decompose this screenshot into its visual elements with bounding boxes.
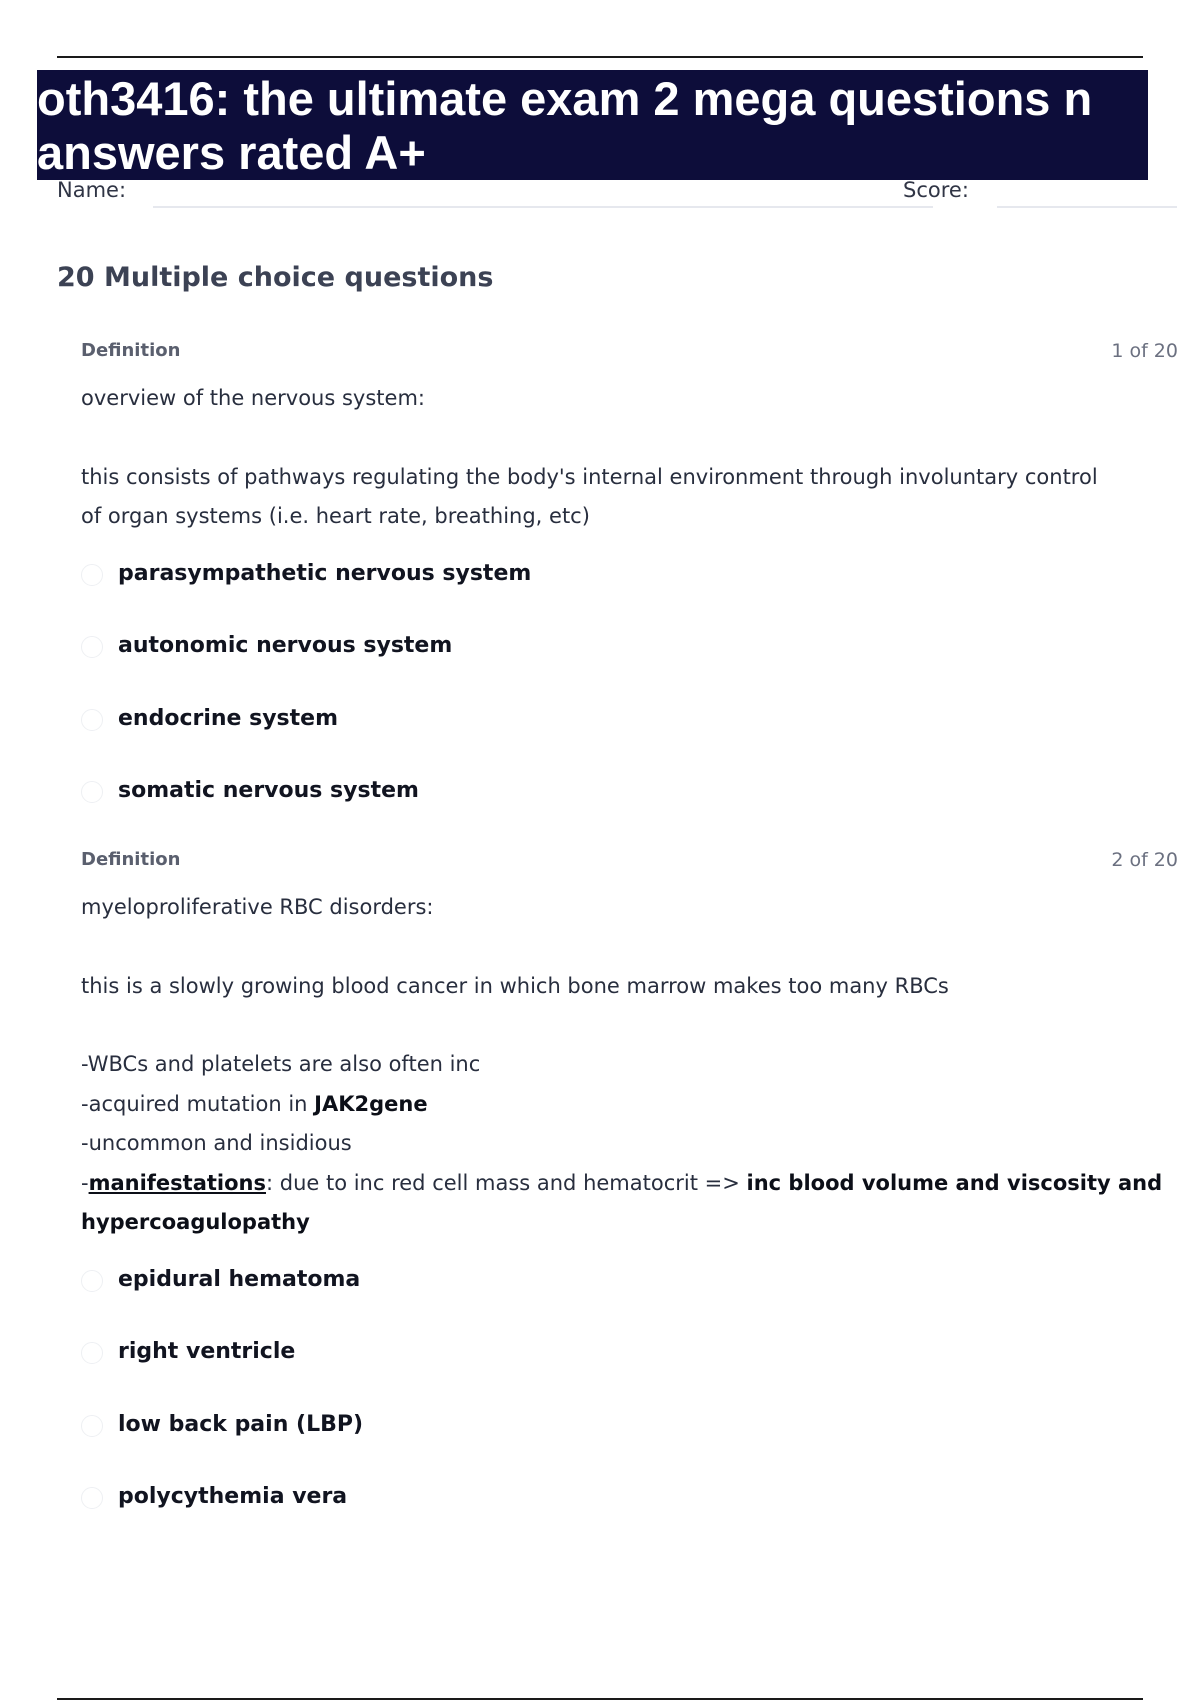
name-score-row bbox=[57, 178, 1177, 208]
prompt-line: this consists of pathways regulating the body's internal environment through involuntary control bbox=[81, 464, 1098, 489]
option-label: polycythemia vera bbox=[118, 1484, 348, 1509]
question-type-label: Definition bbox=[81, 849, 181, 870]
prompt-intro: overview of the nervous system: bbox=[81, 386, 425, 410]
prompt-line: this is a slowly growing blood cancer in which bone marrow makes too many RBCs bbox=[81, 973, 949, 998]
radio-button[interactable] bbox=[81, 1342, 103, 1364]
question-prompt bbox=[81, 888, 1178, 1243]
prompt-bullet: -WBCs and platelets are also often inc bbox=[81, 1052, 481, 1076]
section-heading: 20 Multiple choice questions bbox=[57, 262, 494, 293]
top-rule bbox=[57, 56, 1143, 58]
radio-button[interactable] bbox=[81, 564, 103, 586]
radio-button[interactable] bbox=[81, 781, 103, 803]
name-field[interactable] bbox=[153, 206, 933, 208]
document-title: oth3416: the ultimate exam 2 mega questions n answers rated A+ bbox=[37, 70, 1148, 180]
option-label: low back pain (LBP) bbox=[118, 1411, 364, 1437]
question-header bbox=[81, 340, 1178, 368]
bullet-text: -acquired mutation in bbox=[81, 1091, 315, 1116]
bullet-term: manifestations bbox=[88, 1170, 266, 1195]
answer-option[interactable] bbox=[81, 706, 1178, 779]
radio-button[interactable] bbox=[81, 1270, 103, 1292]
radio-button[interactable] bbox=[81, 1487, 103, 1509]
question-counter: 2 of 20 bbox=[1111, 849, 1178, 871]
option-label: epidural hematoma bbox=[118, 1266, 361, 1292]
bullet-text: : due to inc red cell mass and hematocrit => bbox=[265, 1170, 747, 1195]
question-2 bbox=[81, 849, 1178, 1557]
prompt-bullet bbox=[81, 1085, 1178, 1125]
question-type-label: Definition bbox=[81, 340, 181, 361]
radio-button[interactable] bbox=[81, 636, 103, 658]
question-counter: 1 of 20 bbox=[1111, 340, 1178, 362]
option-label: autonomic nervous system bbox=[118, 633, 453, 658]
question-prompt bbox=[81, 379, 1178, 537]
question-1 bbox=[81, 340, 1178, 851]
answer-option[interactable] bbox=[81, 1484, 1178, 1557]
radio-button[interactable] bbox=[81, 709, 103, 731]
answer-option[interactable] bbox=[81, 1412, 1178, 1485]
prompt-bullet: -uncommon and insidious bbox=[81, 1131, 352, 1155]
answer-option[interactable] bbox=[81, 1339, 1178, 1412]
answer-option[interactable] bbox=[81, 633, 1178, 706]
name-label: Name: bbox=[57, 178, 127, 202]
prompt-line: of organ systems (i.e. heart rate, breathing, etc) bbox=[81, 504, 590, 528]
answer-options bbox=[81, 1267, 1178, 1557]
answer-options bbox=[81, 561, 1178, 851]
bullet-dash: - bbox=[81, 1170, 89, 1195]
question-header bbox=[81, 849, 1178, 877]
radio-button[interactable] bbox=[81, 1415, 103, 1437]
score-field[interactable] bbox=[997, 206, 1177, 208]
bullet-bold-text: inc blood volume and viscosity and hypercoagulopathy bbox=[81, 1170, 1163, 1234]
prompt-bullet bbox=[81, 1164, 1178, 1243]
option-label: endocrine system bbox=[118, 705, 339, 731]
answer-option[interactable] bbox=[81, 1267, 1178, 1340]
option-label: right ventricle bbox=[118, 1339, 296, 1364]
answer-option[interactable] bbox=[81, 778, 1178, 851]
bullet-bold-text: JAK2gene bbox=[314, 1091, 428, 1116]
prompt-intro: myeloproliferative RBC disorders: bbox=[81, 895, 434, 919]
option-label: parasympathetic nervous system bbox=[118, 560, 532, 586]
answer-option[interactable] bbox=[81, 561, 1178, 634]
score-label: Score: bbox=[903, 178, 969, 202]
option-label: somatic nervous system bbox=[118, 778, 419, 803]
